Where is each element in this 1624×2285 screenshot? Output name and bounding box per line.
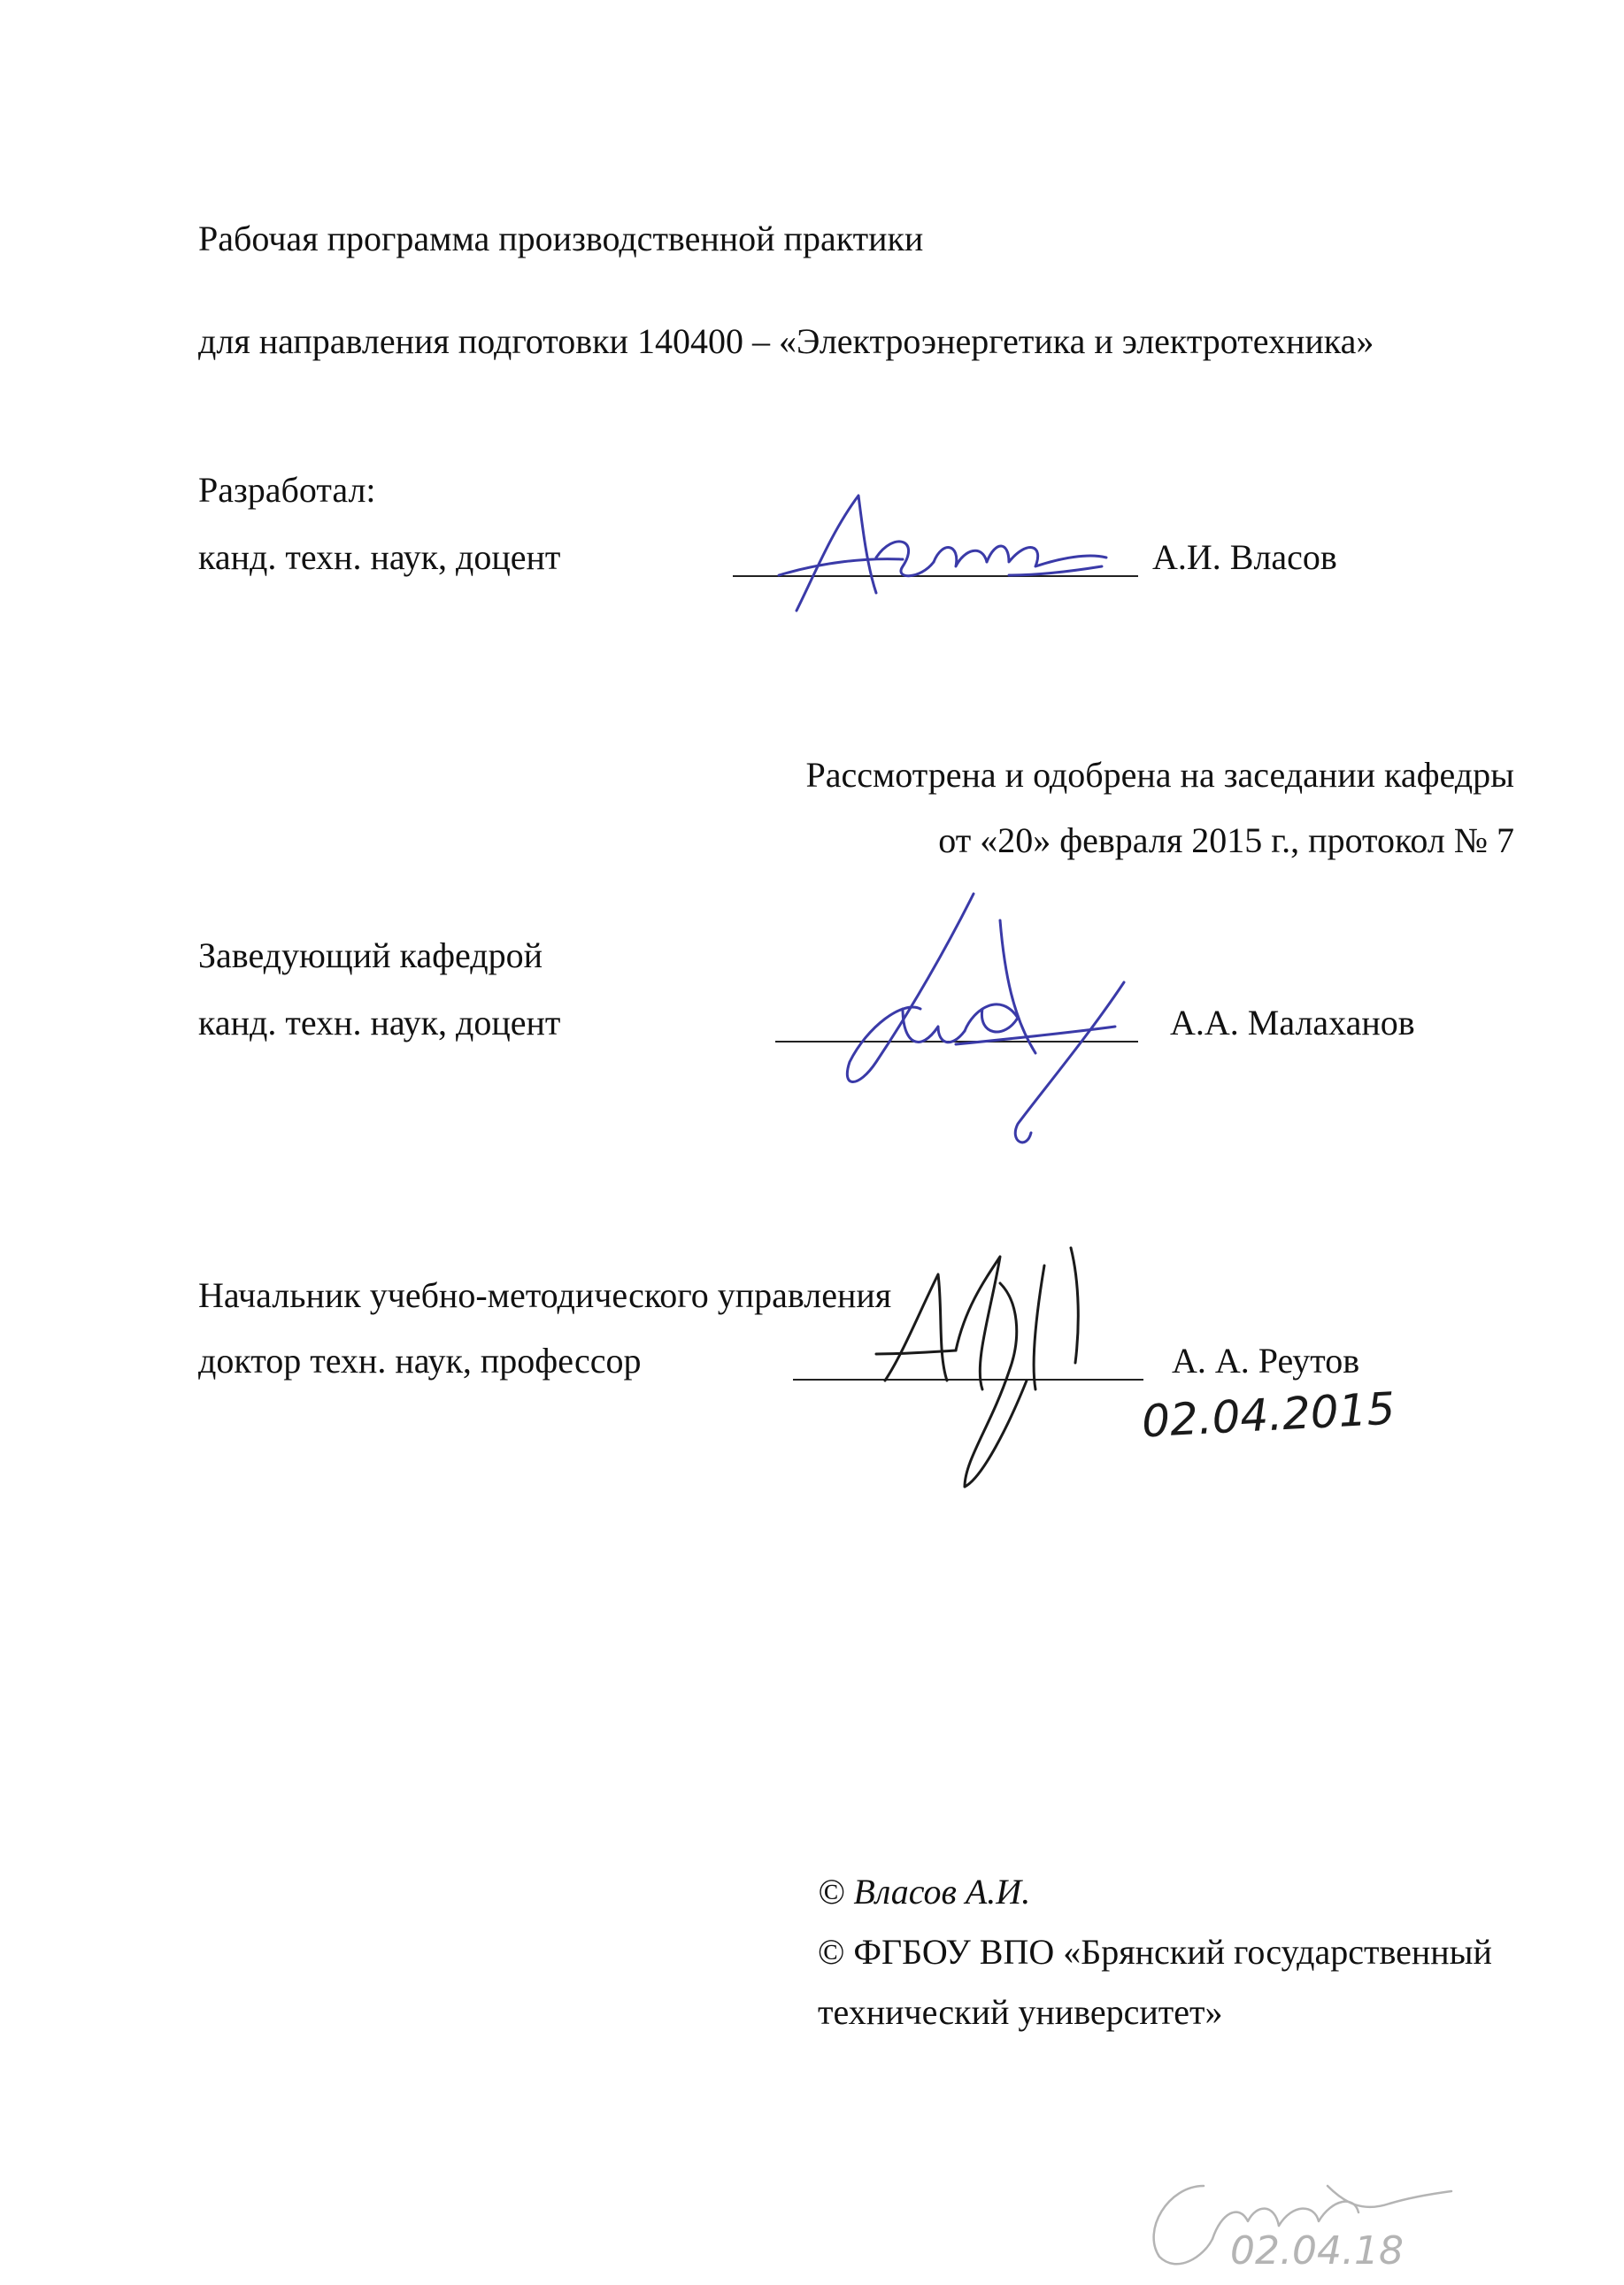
developer-position: канд. техн. наук, доцент: [198, 537, 561, 577]
document-title: Рабочая программа производственной практики: [198, 219, 924, 258]
copyright-university-cont: технический университет»: [818, 1992, 1223, 2032]
head-of-department-signature-icon: [797, 885, 1168, 1168]
handwritten-date: 02.04.2015: [1140, 1382, 1397, 1448]
head-of-department-position: канд. техн. наук, доцент: [198, 1003, 561, 1042]
head-of-methodology-label: Начальник учебно-методического управления: [198, 1275, 892, 1315]
developer-label: Разработал:: [198, 470, 376, 510]
head-of-methodology-name: А. А. Реутов: [1172, 1341, 1360, 1381]
approval-date-protocol: от «20» февраля 2015 г., протокол № 7: [938, 820, 1514, 860]
head-of-department-name: А.А. Малаханов: [1170, 1003, 1415, 1042]
head-of-methodology-signature-icon: [867, 1230, 1168, 1496]
pencil-date: 02.04.18: [1230, 2228, 1404, 2273]
approval-line: Рассмотрена и одобрена на заседании кафедры: [805, 755, 1514, 795]
copyright-author: © Власов А.И.: [818, 1872, 1031, 1912]
copyright-university: © ФГБОУ ВПО «Брянский государственный: [818, 1932, 1492, 1972]
developer-signature-icon: [743, 478, 1115, 628]
head-of-department-label: Заведующий кафедрой: [198, 935, 543, 975]
training-direction: для направления подготовки 140400 – «Электроэнергетика и электротехника»: [198, 321, 1374, 361]
head-of-methodology-position: доктор техн. наук, профессор: [198, 1341, 642, 1381]
developer-name: А.И. Власов: [1152, 537, 1337, 577]
